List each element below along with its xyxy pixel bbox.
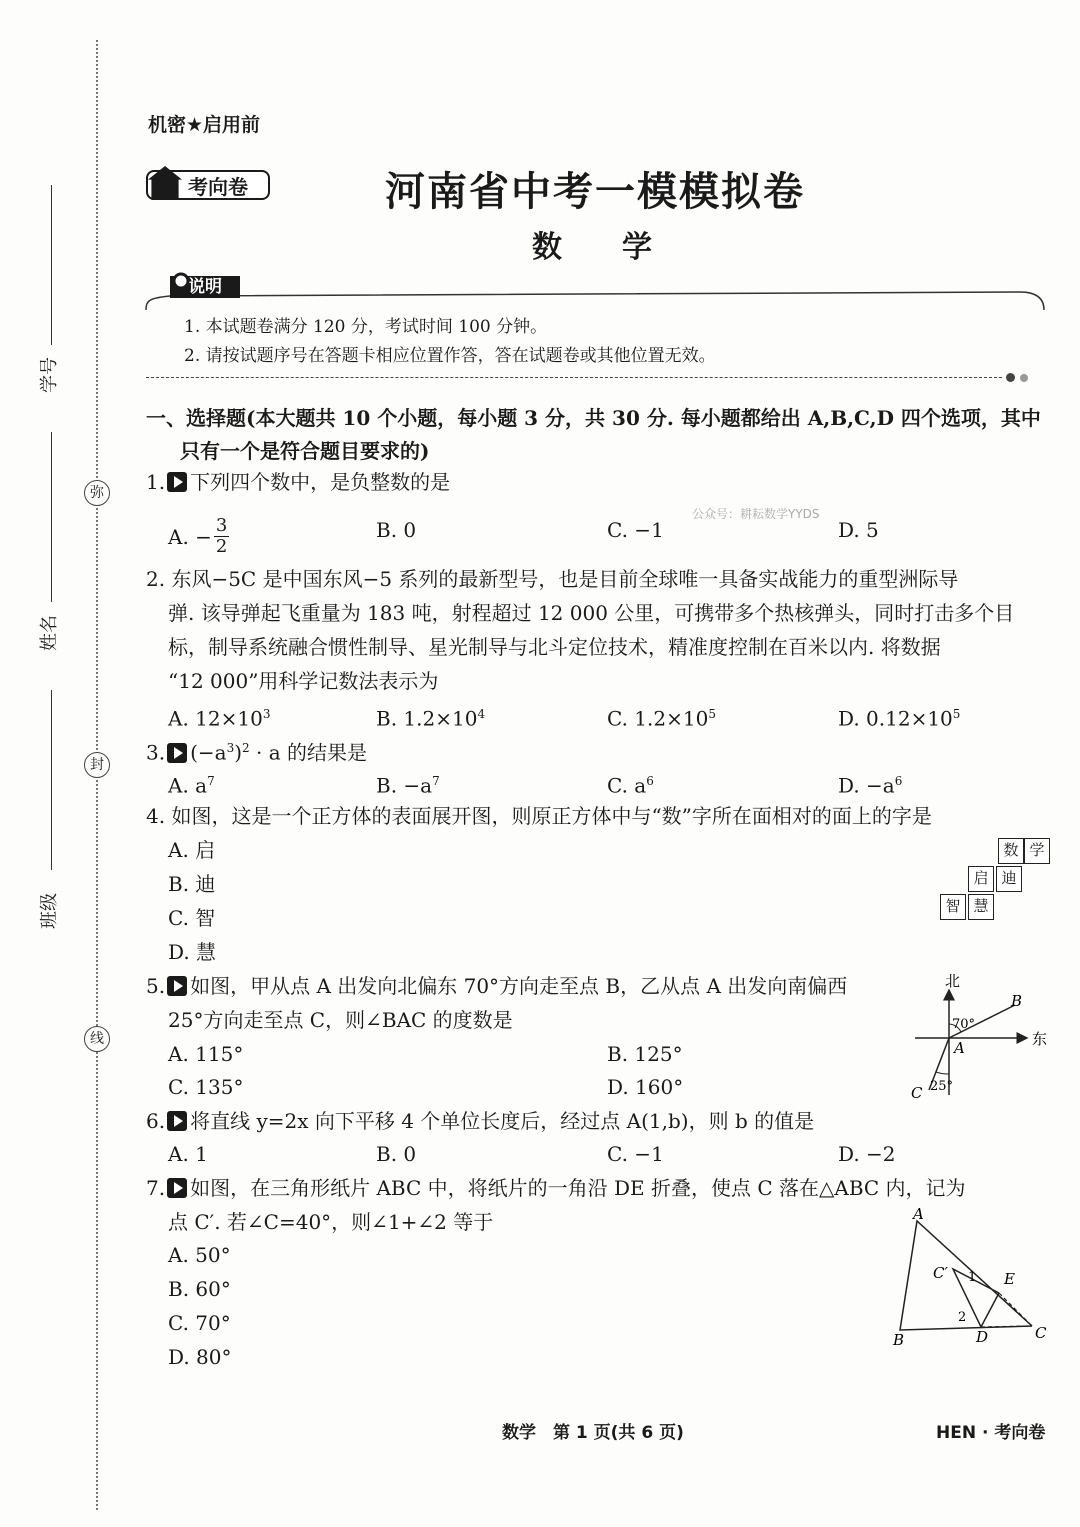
q3-option-d <box>838 769 902 798</box>
subject-title: 数 学 <box>532 230 652 265</box>
q7-option-c: C. 70° <box>168 1311 231 1335</box>
net-cell-qi: 启 <box>968 866 994 892</box>
q3-option-c <box>607 769 654 798</box>
q1-number: 1. <box>146 470 166 494</box>
badge-text: 考向卷 <box>188 175 248 199</box>
q3-text-c: · a 的结果是 <box>249 740 368 765</box>
video-play-icon[interactable] <box>167 1178 187 1198</box>
triangle-fold-figure <box>885 1205 1055 1355</box>
q1-a-numerator: 3 <box>215 515 228 536</box>
magnifier-icon <box>170 270 196 300</box>
video-play-icon[interactable] <box>167 743 187 763</box>
q2-a-exp: 3 <box>262 707 271 721</box>
q3-text-a: (−a <box>190 740 227 765</box>
q1-option-a <box>168 515 229 559</box>
q3-c-base: C. a <box>607 773 647 798</box>
name-label: 姓名 <box>39 615 60 651</box>
q2-b-base: B. 1.2×10 <box>376 706 478 731</box>
label-a: A <box>954 1039 965 1057</box>
video-play-icon[interactable] <box>167 976 187 996</box>
q7-option-a: A. 50° <box>168 1243 231 1267</box>
tri-label-a: A <box>913 1205 924 1223</box>
watermark: 公众号：耕耘数学YYDS <box>692 507 820 521</box>
question-5 <box>146 974 847 998</box>
q7-option-d: D. 80° <box>168 1345 232 1369</box>
divider-dot <box>1020 374 1028 382</box>
q6-text: 将直线 y=2x 向下平移 4 个单位长度后，经过点 A(1,b)，则 b 的值是 <box>190 1109 815 1133</box>
tri-label-cprime: C′ <box>933 1264 948 1282</box>
note-1: 1. 本试题卷满分 120 分，考试时间 100 分钟。 <box>184 317 548 337</box>
q3-option-b <box>376 769 440 798</box>
tri-label-e: E <box>1004 1270 1015 1288</box>
q2-a-base: A. 12×10 <box>168 706 263 731</box>
q1-option-c: C. −1 <box>607 518 664 542</box>
tri-label-d: D <box>976 1328 989 1346</box>
q5-line-2: 25°方向走至点 C，则∠BAC 的度数是 <box>168 1008 513 1032</box>
q5-line-1: 如图，甲从点 A 出发向北偏东 70°方向走至点 B，乙从点 A 出发向南偏西 <box>190 974 848 998</box>
q3-option-a <box>168 769 215 798</box>
class-line <box>51 690 52 870</box>
q7-line-1: 如图，在三角形纸片 ABC 中，将纸片的一角沿 DE 折叠，使点 C 落在△ABC 内，记为 <box>190 1176 966 1200</box>
seal-char-feng: 封 <box>84 752 110 778</box>
q5-option-c: C. 135° <box>168 1075 244 1099</box>
q6-option-b: B. 0 <box>376 1142 417 1166</box>
q5-option-a: A. 115° <box>168 1042 244 1066</box>
q4-option-a: A. 启 <box>168 838 216 862</box>
q3-b-base: B. −a <box>376 773 433 798</box>
q6-option-a: A. 1 <box>168 1142 208 1166</box>
net-cell-shu: 数 <box>998 838 1024 864</box>
note-2: 2. 请按试题序号在答题卡相应位置作答，答在试题卷或其他位置无效。 <box>184 346 716 366</box>
q2-line-4: “12 000”用科学记数法表示为 <box>168 669 439 693</box>
q3-a-base: A. a <box>168 773 208 798</box>
q3-b-exp: 7 <box>432 774 440 788</box>
q6-number: 6. <box>146 1109 166 1133</box>
q6-option-c: C. −1 <box>607 1142 664 1166</box>
q7-line-2: 点 C′. 若∠C=40°，则∠1+∠2 等于 <box>168 1210 494 1234</box>
page-number: 数学 第 1 页(共 6 页) <box>502 1423 684 1443</box>
label-b: B <box>1011 992 1023 1010</box>
question-6 <box>146 1109 814 1133</box>
q2-d-base: D. 0.12×10 <box>838 706 953 731</box>
q4-option-c: C. 智 <box>168 906 216 930</box>
student-id-line <box>51 185 52 345</box>
q1-a-prefix: A. − <box>168 525 212 549</box>
q3-d-base: D. −a <box>838 773 895 798</box>
q5-number: 5. <box>146 974 166 998</box>
net-cell-xue: 学 <box>1024 838 1050 864</box>
q2-option-d <box>838 702 960 731</box>
name-line <box>51 432 52 602</box>
q3-exp-1: 3 <box>226 741 235 755</box>
question-4: 4. 如图，这是一个正方体的表面展开图，则原正方体中与“数”字所在面相对的面上的字是 <box>146 804 932 828</box>
question-3 <box>146 736 367 765</box>
q1-option-b: B. 0 <box>376 518 417 542</box>
label-east: 东 <box>1032 1030 1048 1048</box>
q3-a-exp: 7 <box>207 774 215 788</box>
q2-c-exp: 5 <box>708 707 716 721</box>
q2-d-exp: 5 <box>952 707 961 721</box>
q3-d-exp: 6 <box>894 774 903 788</box>
student-id-label: 学号 <box>39 357 60 393</box>
q1-text: 下列四个数中，是负整数的是 <box>190 470 451 494</box>
label-70: 70° <box>952 1017 976 1032</box>
angle-arc-25 <box>936 1072 949 1074</box>
confidential-label: 机密★启用前 <box>148 114 261 136</box>
tri-label-b: B <box>893 1331 905 1349</box>
q3-c-exp: 6 <box>646 774 654 788</box>
house-icon <box>148 166 182 200</box>
page-title: 河南省中考一模模拟卷 <box>385 169 805 215</box>
direction-figure <box>905 970 1055 1105</box>
label-c: C <box>911 1084 923 1102</box>
net-cell-di: 迪 <box>996 866 1022 892</box>
net-cell-zhi: 智 <box>940 894 966 920</box>
notice-frame <box>140 272 1052 312</box>
q3-number: 3. <box>146 740 166 765</box>
q7-option-b: B. 60° <box>168 1277 231 1301</box>
q2-option-a <box>168 702 270 731</box>
q4-option-b: B. 迪 <box>168 872 216 896</box>
q1-option-d: D. 5 <box>838 518 879 542</box>
video-play-icon[interactable] <box>167 1111 187 1131</box>
label-25: 25° <box>930 1079 954 1094</box>
tri-angle-1: 1 <box>968 1270 977 1285</box>
tri-angle-2: 2 <box>958 1310 967 1325</box>
question-7 <box>146 1176 966 1200</box>
seal-char-xian: 线 <box>84 1026 110 1052</box>
q5-option-b: B. 125° <box>607 1042 683 1066</box>
notice-divider <box>146 377 1002 378</box>
section-heading-cont: 只有一个是符合题目要求的) <box>180 439 430 463</box>
label-north: 北 <box>945 972 961 990</box>
q2-line-1: 2. 东风−5C 是中国东风−5 系列的最新型号，也是目前全球唯一具备实战能力的重型洲际导 <box>146 567 959 591</box>
q2-option-b <box>376 702 485 731</box>
q3-exp-2: 2 <box>242 741 250 755</box>
q3-text-b: ) <box>234 740 243 765</box>
q4-option-d: D. 慧 <box>168 940 217 964</box>
tri-label-c: C <box>1035 1324 1047 1342</box>
class-label: 班级 <box>39 893 60 929</box>
q2-b-exp: 4 <box>477 707 486 721</box>
net-cell-hui: 慧 <box>968 894 994 920</box>
q5-option-d: D. 160° <box>607 1075 684 1099</box>
divider-dot <box>1006 373 1015 382</box>
question-1 <box>146 470 450 494</box>
exam-code: HEN · 考向卷 <box>936 1423 1046 1443</box>
q2-line-2: 弹. 该导弹起飞重量为 183 吨，射程超过 12 000 公里，可携带多个热核弹头，同时打击多个目 <box>168 601 1015 625</box>
q7-number: 7. <box>146 1176 166 1200</box>
q2-c-base: C. 1.2×10 <box>607 706 709 731</box>
q2-option-c <box>607 702 716 731</box>
seal-char-mi: 弥 <box>84 480 110 506</box>
section-heading: 一、选择题(本大题共 10 个小题，每小题 3 分，共 30 分. 每小题都给出 A,B,C,D 四个选项，其中 <box>146 406 1041 430</box>
q1-a-denominator: 2 <box>215 536 228 557</box>
exam-badge <box>146 170 270 200</box>
video-play-icon[interactable] <box>167 472 187 492</box>
q2-line-3: 标，制导系统融合惯性制导、星光制导与北斗定位技术，精准度控制在百米以内. 将数据 <box>168 635 941 659</box>
q6-option-d: D. −2 <box>838 1142 896 1166</box>
notice-label: 说明 <box>188 277 222 297</box>
